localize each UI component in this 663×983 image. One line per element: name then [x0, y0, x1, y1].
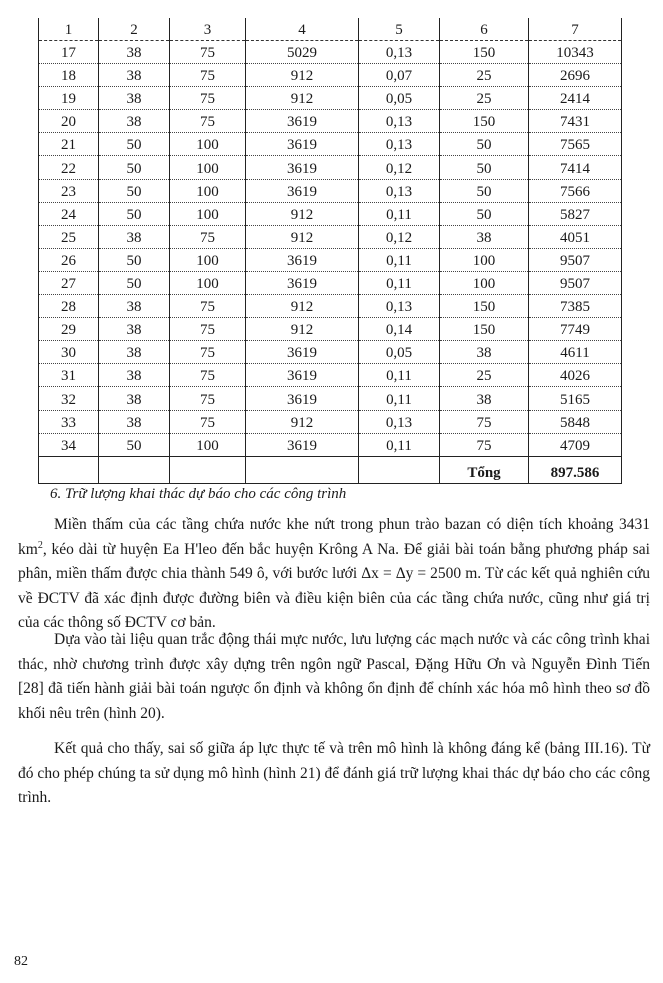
- table-cell: 150: [440, 110, 529, 133]
- paragraph: [18, 513, 650, 636]
- table-cell: 50: [440, 156, 529, 179]
- table-cell: 7431: [529, 110, 622, 133]
- table-cell: 38: [440, 225, 529, 248]
- table-cell: 3619: [246, 248, 359, 271]
- table-cell: 0,11: [359, 364, 440, 387]
- table-cell: 100: [170, 179, 246, 202]
- table-cell: 100: [170, 271, 246, 294]
- empty-cell: [359, 456, 440, 483]
- table-cell: 38: [99, 318, 170, 341]
- table-cell: 75: [170, 318, 246, 341]
- table-cell: 100: [170, 133, 246, 156]
- paragraph: Kết quả cho thấy, sai số giữa áp lực thực tế và trên mô hình là không đáng kể (bảng III.16). Từ đó cho phép chúng ta sử dụng mô hình (hình 21) để đánh giá trữ lượng khai thác dự báo cho các công trình.: [18, 740, 650, 806]
- table-cell: 26: [39, 248, 99, 271]
- table-cell: 0,07: [359, 64, 440, 87]
- table-cell: 7414: [529, 156, 622, 179]
- empty-cell: [39, 456, 99, 483]
- table-cell: 25: [39, 225, 99, 248]
- table-cell: 0,12: [359, 156, 440, 179]
- table-cell: 7385: [529, 295, 622, 318]
- table-cell: 0,11: [359, 202, 440, 225]
- table-cell: 75: [170, 295, 246, 318]
- table-cell: 38: [99, 295, 170, 318]
- table-cell: 25: [440, 364, 529, 387]
- table-row: [39, 248, 622, 271]
- page-number: 82: [14, 954, 28, 969]
- table-cell: 19: [39, 87, 99, 110]
- table-cell: 22: [39, 156, 99, 179]
- table-row: [39, 387, 622, 410]
- table-cell: 20: [39, 110, 99, 133]
- table-cell: 100: [170, 156, 246, 179]
- table-cell: 75: [170, 64, 246, 87]
- table-cell: 75: [170, 364, 246, 387]
- table-cell: 912: [246, 318, 359, 341]
- table-cell: 0,14: [359, 318, 440, 341]
- table-cell: 0,13: [359, 179, 440, 202]
- table-cell: 0,12: [359, 225, 440, 248]
- table-cell: 75: [440, 410, 529, 433]
- table-cell: 50: [440, 133, 529, 156]
- table-cell: 50: [99, 433, 170, 456]
- table-cell: 0,11: [359, 271, 440, 294]
- table-cell: 100: [170, 433, 246, 456]
- table-cell: 23: [39, 179, 99, 202]
- table-cell: 50: [99, 271, 170, 294]
- table-cell: 0,05: [359, 341, 440, 364]
- table-cell: 10343: [529, 41, 622, 64]
- table-cell: 75: [170, 41, 246, 64]
- table-row: [39, 225, 622, 248]
- table-cell: 75: [440, 433, 529, 456]
- table-cell: 17: [39, 41, 99, 64]
- table-cell: 3619: [246, 341, 359, 364]
- table-cell: 912: [246, 295, 359, 318]
- table-row: [39, 271, 622, 294]
- table-cell: 2414: [529, 87, 622, 110]
- table-cell: 100: [440, 271, 529, 294]
- table-cell: 29: [39, 318, 99, 341]
- table-cell: 50: [99, 133, 170, 156]
- table-header-row: [39, 18, 622, 41]
- table-cell: 100: [440, 248, 529, 271]
- table-row: [39, 341, 622, 364]
- total-value: 897.586: [529, 456, 622, 483]
- table-cell: 3619: [246, 364, 359, 387]
- table-cell: 3619: [246, 156, 359, 179]
- table-row: [39, 433, 622, 456]
- table-cell: 38: [99, 341, 170, 364]
- table-row: [39, 410, 622, 433]
- column-header: 6: [440, 18, 529, 41]
- table-cell: 5827: [529, 202, 622, 225]
- paragraph-text: , kéo dài từ huyện Ea H'leo đến bắc huyện Krông A Na. Để giải bài toán bằng phương pháp sai phân, miền thấm được chia thành 549 ô, với bước lưới Δx = Δy = 2500 m. Từ các kết quả nghiên cứu về ĐCTV đã xác định được đường biên và điều kiện biên của các tầng chứa nước, cũng như giá trị của các thông số ĐCTV cơ bản.: [18, 540, 650, 631]
- table-cell: 21: [39, 133, 99, 156]
- table-row: [39, 202, 622, 225]
- table-cell: 27: [39, 271, 99, 294]
- table-cell: 150: [440, 318, 529, 341]
- table-cell: 75: [170, 87, 246, 110]
- table-cell: 50: [99, 202, 170, 225]
- table-cell: 38: [99, 387, 170, 410]
- table-cell: 50: [99, 179, 170, 202]
- table-row: [39, 295, 622, 318]
- table-cell: 28: [39, 295, 99, 318]
- empty-cell: [170, 456, 246, 483]
- table-cell: 50: [440, 202, 529, 225]
- table-cell: 31: [39, 364, 99, 387]
- paragraph-text: Miền thấm của các tầng chứa nước khe nứt trong phun trào bazan có diện tích khoảng 3431 km: [18, 516, 650, 558]
- table-row: [39, 110, 622, 133]
- table-cell: 4709: [529, 433, 622, 456]
- table-cell: 18: [39, 64, 99, 87]
- table-row: [39, 133, 622, 156]
- table-cell: 32: [39, 387, 99, 410]
- table-cell: 0,11: [359, 433, 440, 456]
- data-table-container: [38, 18, 621, 484]
- table-cell: 38: [440, 387, 529, 410]
- superscript: 2: [37, 539, 43, 551]
- table-cell: 25: [440, 87, 529, 110]
- section-title: 6. Trữ lượng khai thác dự báo cho các công trình: [50, 486, 347, 502]
- table-cell: 75: [170, 410, 246, 433]
- column-header: 5: [359, 18, 440, 41]
- table-cell: 30: [39, 341, 99, 364]
- table-cell: 50: [440, 179, 529, 202]
- table-cell: 912: [246, 87, 359, 110]
- column-header: 4: [246, 18, 359, 41]
- table-cell: 7749: [529, 318, 622, 341]
- paragraph: Dựa vào tài liệu quan trắc động thái mực nước, lưu lượng các mạch nước và các công trình khai thác, nhờ chương trình được xây dựng trên ngôn ngữ Pascal, Đặng Hữu Ơn và Nguyễn Đình Tiến [28] đã tiến hành giải bài toán ngược ổn định và không ổn định để chính xác hóa mô hình theo sơ đồ khối nêu trên (hình 20).: [18, 631, 650, 722]
- table-cell: 912: [246, 64, 359, 87]
- table-cell: 5848: [529, 410, 622, 433]
- table-cell: 0,05: [359, 87, 440, 110]
- table-cell: 4026: [529, 364, 622, 387]
- table-cell: 75: [170, 110, 246, 133]
- table-total-row: [39, 456, 622, 483]
- table-cell: 0,13: [359, 133, 440, 156]
- table-cell: 3619: [246, 110, 359, 133]
- table-cell: 50: [99, 156, 170, 179]
- column-header: 2: [99, 18, 170, 41]
- table-cell: 3619: [246, 133, 359, 156]
- table-cell: 0,13: [359, 41, 440, 64]
- table-cell: 50: [99, 248, 170, 271]
- table-cell: 9507: [529, 248, 622, 271]
- table-cell: 0,11: [359, 248, 440, 271]
- table-cell: 912: [246, 202, 359, 225]
- table-cell: 912: [246, 410, 359, 433]
- table-cell: 0,13: [359, 410, 440, 433]
- table-cell: 150: [440, 41, 529, 64]
- table-cell: 38: [99, 41, 170, 64]
- table-cell: 0,13: [359, 110, 440, 133]
- table-cell: 4611: [529, 341, 622, 364]
- table-row: [39, 179, 622, 202]
- table-cell: 3619: [246, 271, 359, 294]
- table-row: [39, 87, 622, 110]
- table-row: [39, 41, 622, 64]
- column-header: 1: [39, 18, 99, 41]
- table-cell: 5165: [529, 387, 622, 410]
- table-cell: 38: [99, 87, 170, 110]
- table-cell: 38: [99, 410, 170, 433]
- data-table: [38, 18, 622, 484]
- table-cell: 150: [440, 295, 529, 318]
- total-label: Tổng: [440, 456, 529, 483]
- table-row: [39, 364, 622, 387]
- table-cell: 0,13: [359, 295, 440, 318]
- table-cell: 3619: [246, 387, 359, 410]
- table-row: [39, 64, 622, 87]
- table-cell: 100: [170, 202, 246, 225]
- table-cell: 2696: [529, 64, 622, 87]
- table-cell: 75: [170, 341, 246, 364]
- table-row: [39, 318, 622, 341]
- table-cell: 5029: [246, 41, 359, 64]
- table-cell: 9507: [529, 271, 622, 294]
- table-cell: 24: [39, 202, 99, 225]
- table-cell: 7565: [529, 133, 622, 156]
- table-cell: 100: [170, 248, 246, 271]
- table-cell: 34: [39, 433, 99, 456]
- table-cell: 3619: [246, 433, 359, 456]
- table-cell: 7566: [529, 179, 622, 202]
- table-cell: 38: [99, 110, 170, 133]
- table-cell: 4051: [529, 225, 622, 248]
- table-cell: 912: [246, 225, 359, 248]
- table-row: [39, 156, 622, 179]
- empty-cell: [99, 456, 170, 483]
- table-cell: 38: [99, 364, 170, 387]
- table-cell: 0,11: [359, 387, 440, 410]
- table-cell: 75: [170, 225, 246, 248]
- table-cell: 38: [440, 341, 529, 364]
- column-header: 3: [170, 18, 246, 41]
- column-header: 7: [529, 18, 622, 41]
- table-cell: 25: [440, 64, 529, 87]
- table-cell: 38: [99, 225, 170, 248]
- table-cell: 33: [39, 410, 99, 433]
- table-cell: 75: [170, 387, 246, 410]
- table-cell: 38: [99, 64, 170, 87]
- table-cell: 3619: [246, 179, 359, 202]
- empty-cell: [246, 456, 359, 483]
